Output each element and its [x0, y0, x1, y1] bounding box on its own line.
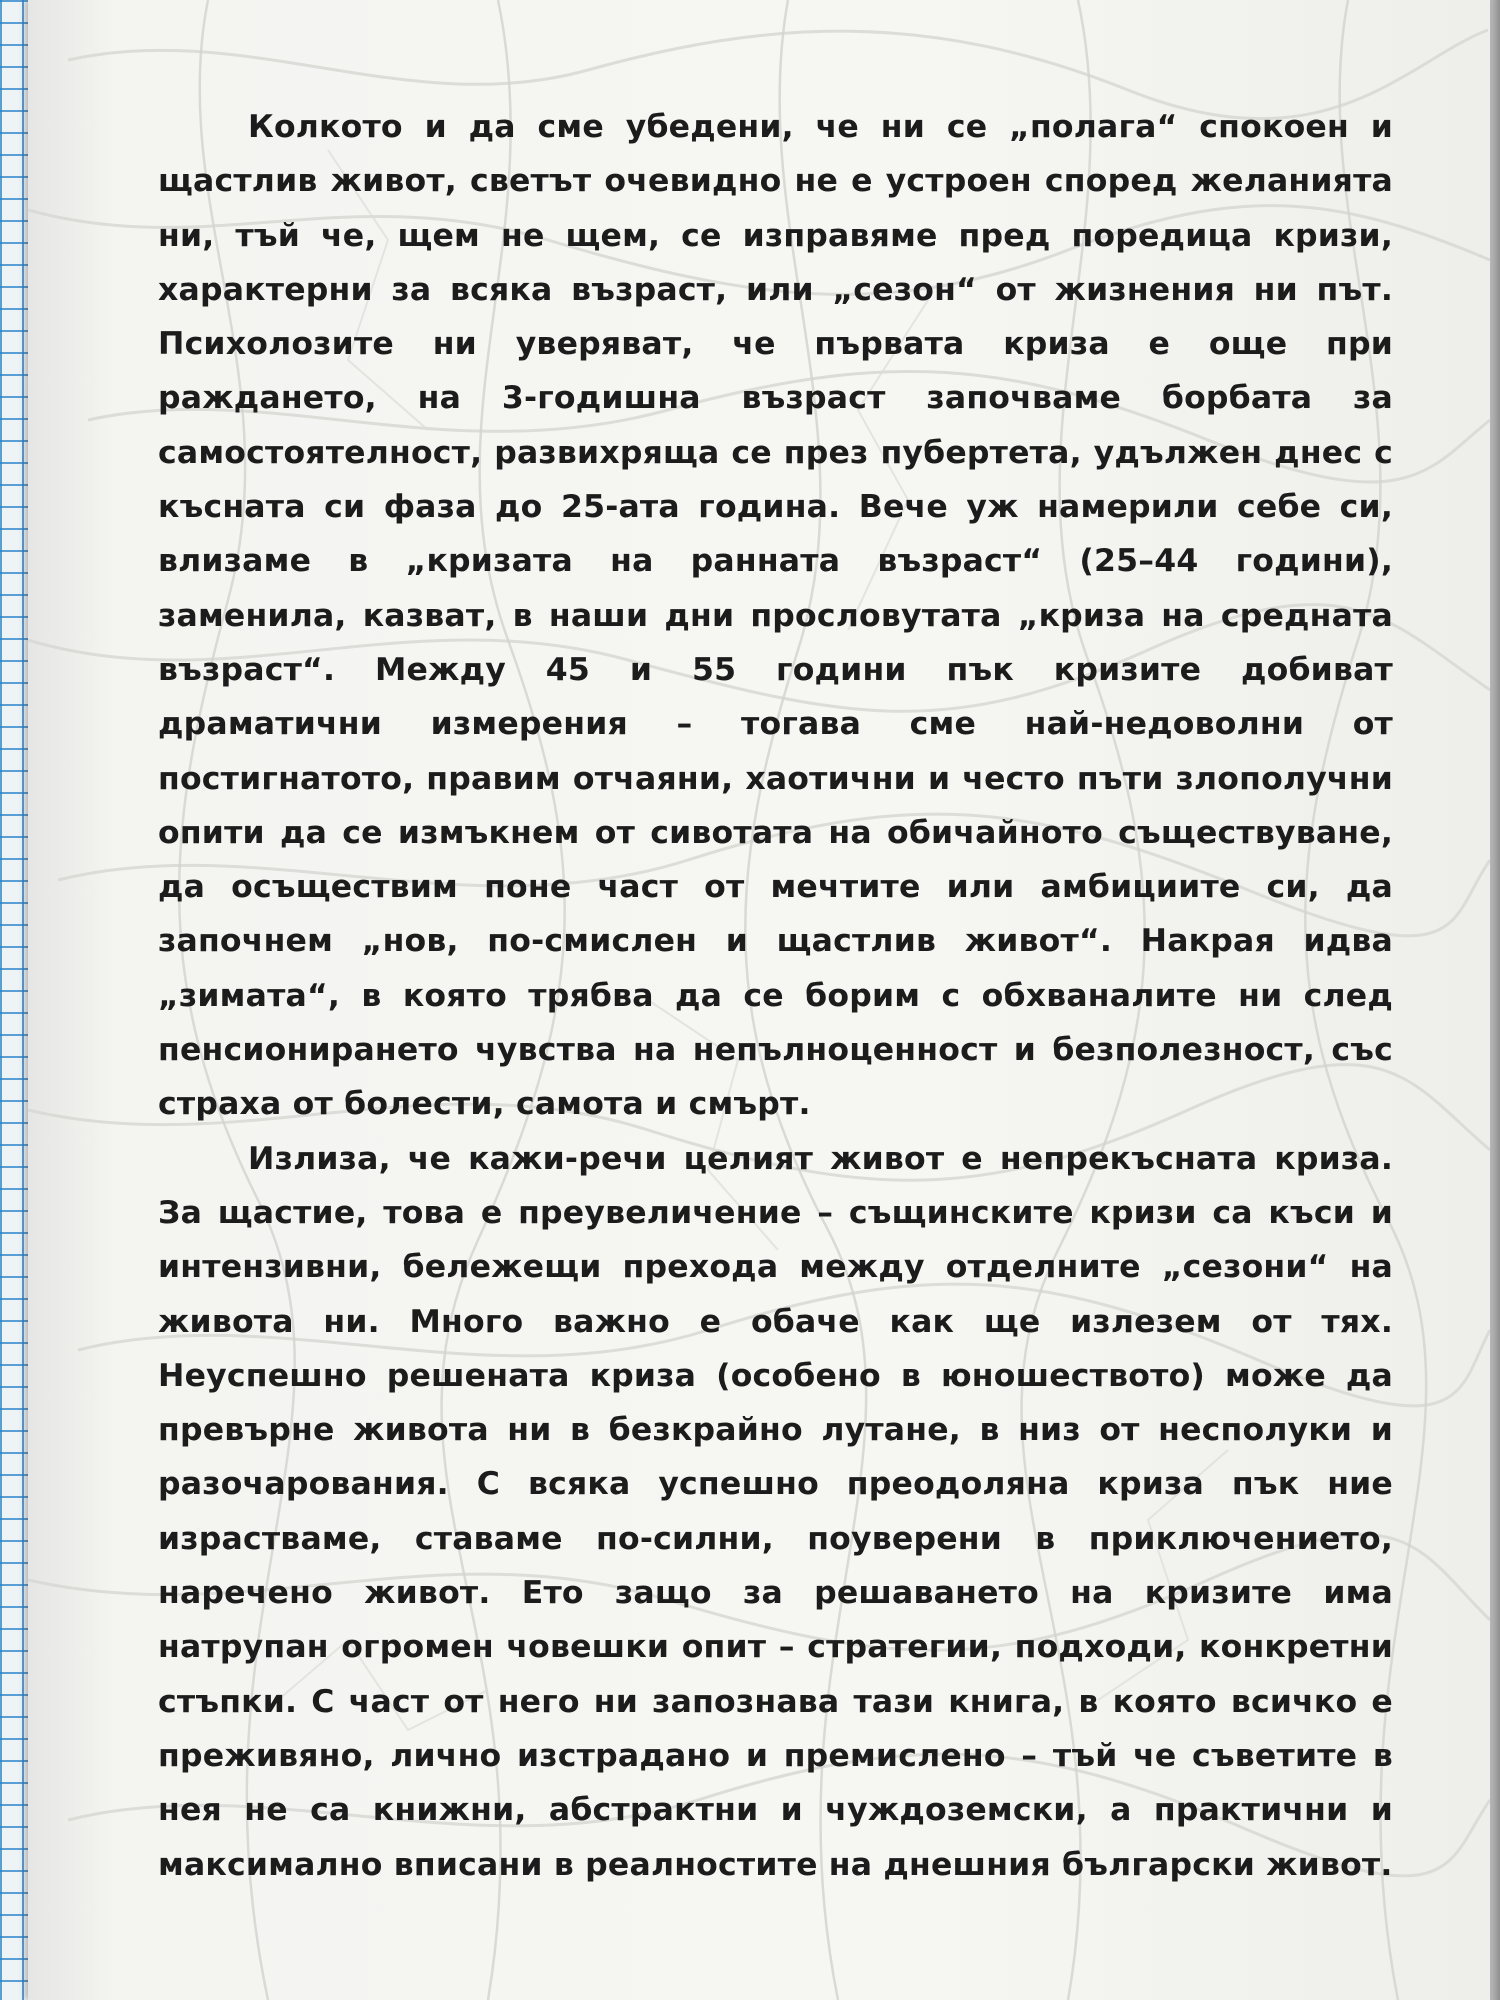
- back-cover-text: [158, 100, 1393, 1892]
- paragraph-1: Колкото и да сме убедени, че ни се „полага“ спокоен и щастлив живот, светът очевидно не е устроен според желанията ни, тъй че, щем не щем, се изправяме пред поредица кризи, характерни за всяка възраст, или „сезон“ от жизнения ни път. Психолозите ни уверяват, че първата криза е още при раждането, на 3-годишна възраст започваме борбата за самостоятелност, развихряща се през пубертета, удължен днес с късната си фаза до 25-ата година. Вече уж намерили себе си, влизаме в „кризата на ранната възраст“ (25–44 години), заменила, казват, в наши дни прословутата „криза на средната възраст“. Между 45 и 55 години пък кризите добиват драматични измерения – тогава сме най-недоволни от постигнатото, правим отчаяни, хаотични и често пъти злополучни опити да се измъкнем от сивотата на обичайното съществуване, да осъществим поне част от мечтите или амбициите си, да започнем „нов, по-смислен и щастлив живот“. Накрая идва „зимата“, в която трябва да се борим с обхваналите ни след пенсионирането чувства на непълноценност и безполезност, със страха от болести, самота и смърт.: [158, 109, 1393, 1123]
- paragraph-2: Излиза, че кажи-речи целият живот е непрекъсната криза. За щастие, това е преувеличение – същинските кризи са къси и интензивни, бележещи прехода между отделните „сезони“ на живота ни. Много важно е обаче как ще излезем от тях. Неуспешно решената криза (особено в юношеството) може да превърне живота ни в безкрайно лутане, в низ от несполуки и разочарования. С всяка успешно преодоляна криза пък ние израстваме, ставаме по-силни, поуверени в приключението, наречено живот. Ето защо за решаването на кризите има натрупан огромен човешки опит – стратегии, подходи, конкретни стъпки. С част от него ни запознава тази книга, в която всичко е преживяно, лично изстрадано и премислено – тъй че съветите в нея не са книжни, абстрактни и чуждоземски, а практични и максимално вписани в реалностите на днешния български живот.: [158, 1140, 1393, 1883]
- book-edge-shadow: [1490, 0, 1500, 2000]
- book-back-cover: [28, 0, 1490, 2000]
